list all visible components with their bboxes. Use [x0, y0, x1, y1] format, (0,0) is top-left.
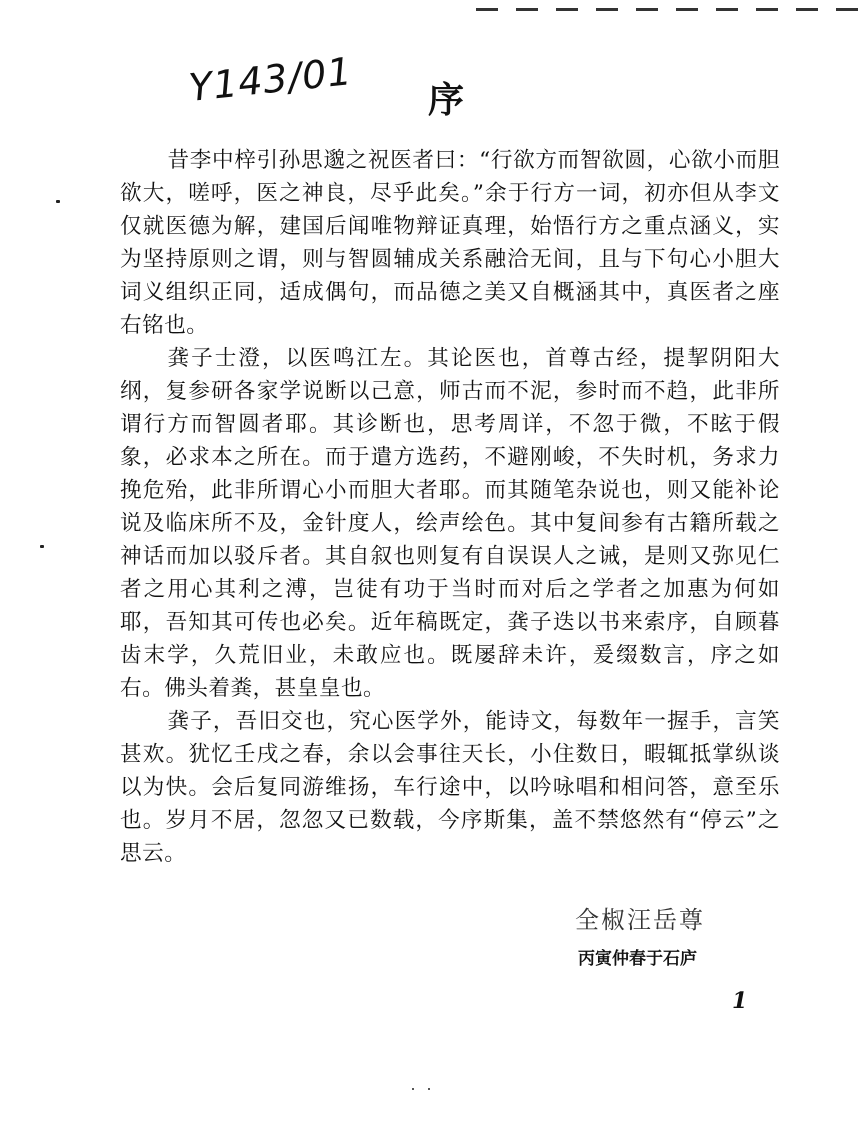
preface-body: [120, 144, 780, 870]
scan-speck: [40, 545, 44, 548]
catalog-number: Y143/01: [186, 49, 355, 110]
scan-speck: [428, 1088, 430, 1090]
top-dash-border: [470, 8, 866, 12]
page-title: 序: [428, 80, 465, 121]
scan-speck: [56, 200, 60, 203]
paragraph-3: 龚子，吾旧交也，究心医学外，能诗文，每数年一握手，言笑甚欢。犹忆壬戌之春，余以会事往天长，小住数日，暇辄抵掌纵谈以为快。会后复同游维扬，车行途中，以吟咏唱和相问答，意至乐也。岁月不居，忽忽又已数载，今序斯集，盖不禁悠然有“停云”之思云。: [120, 709, 780, 866]
signature-date: 丙寅仲春于石庐: [578, 949, 697, 969]
author-signature: 全椒汪岳尊: [575, 906, 705, 934]
paragraph-1: 昔李中梓引孙思邈之祝医者曰：“行欲方而智欲圆，心欲小而胆欲大，嗟呼，医之神良，尽乎此矣。”余于行方一词，初亦但从李文仅就医德为解，建国后闻唯物辩证真理，始悟行方之重点涵义，实为坚持原则之谓，则与智圆辅成关系融洽无间，且与下句心小胆大词义组织正同，适成偶句，而品德之美又自概涵其中，真医者之座右铭也。: [120, 148, 780, 338]
paragraph-2: 龚子士澄，以医鸣江左。其论医也，首尊古经，提挈阴阳大纲，复参研各家学说断以己意，师古而不泥，参时而不趋，此非所谓行方而智圆者耶。其诊断也，思考周详，不忽于微，不眩于假象，必求本之所在。而于遣方选药，不避刚峻，不失时机，务求力挽危殆，此非所谓心小而胆大者耶。而其随笔杂说也，则又能补论说及临床所不及，金针度人，绘声绘色。其中复间参有古籍所载之神话而加以驳斥者。其自叙也则复有自误误人之诫，是则又弥见仁者之用心其利之溥，岂徒有功于当时而对后之学者之加惠为何如耶，吾知其可传也必矣。近年稿既定，龚子迭以书来索序，自顾暮齿末学，久荒旧业，未敢应也。既屡辞未许，爰缀数言，序之如右。佛头着粪，甚皇皇也。: [120, 346, 780, 701]
scan-speck: [412, 1088, 414, 1090]
page-number: 1: [732, 988, 748, 1014]
